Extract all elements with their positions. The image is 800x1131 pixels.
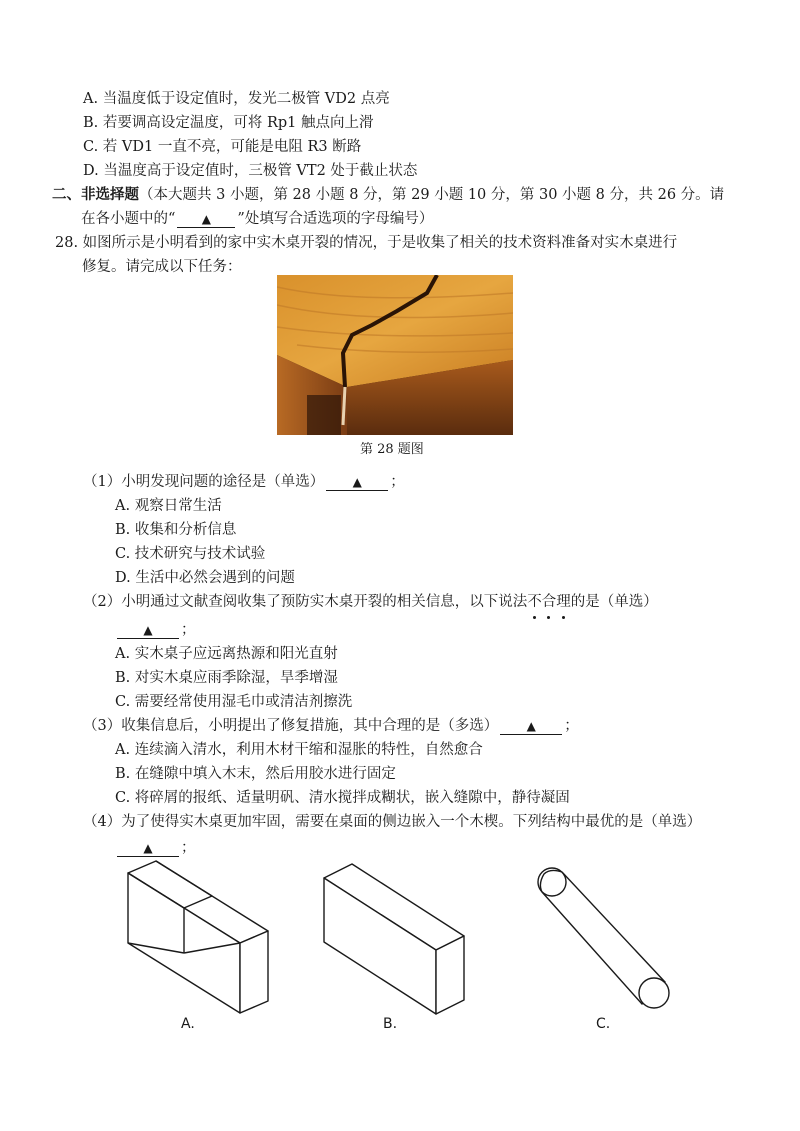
prev-option-a: A. 当温度低于设定值时，发光二极管 VD2 点亮 — [83, 91, 390, 107]
q28-sub1-option-d: D. 生活中必然会遇到的问题 — [115, 570, 295, 586]
q28-sub3-option-c: C. 将碎屑的报纸、适量明矾、清水搅拌成糊状，嵌入缝隙中，静待凝固 — [115, 790, 570, 806]
q28-sub1-option-c: C. 技术研究与技术试验 — [115, 546, 266, 562]
figure-caption: 第 28 题图 — [360, 442, 424, 457]
cylinder-shape-c — [530, 864, 680, 1014]
block-shape-b — [318, 858, 478, 1018]
blank-triangle-icon: ▲ — [352, 475, 362, 489]
section-title: 二、非选择题 — [52, 186, 139, 203]
section-desc: （本大题共 3 小题，第 28 小题 8 分，第 29 小题 10 分，第 30 小题 8 分，共 26 分。请 — [139, 187, 725, 203]
q28-sub3-stem: （3）收集信息后，小明提出了修复措施，其中合理的是（多选） ▲ ； — [83, 718, 579, 734]
q28-sub3-option-a: A. 连续滴入清水，利用木材干缩和湿胀的特性，自然愈合 — [115, 742, 483, 758]
q28-stem-line1: 28. 如图所示是小明看到的家中实木桌开裂的情况，于是收集了相关的技术资料准备对实木桌进行 — [55, 235, 678, 251]
cracked-table-image — [277, 275, 513, 435]
answer-blank — [117, 622, 179, 639]
blank-triangle-icon: ▲ — [143, 623, 153, 637]
answer-blank — [326, 474, 388, 491]
prev-option-c: C. 若 VD1 一直不亮，可能是电阻 R3 断路 — [83, 139, 362, 155]
emphasis-char: 合 — [541, 594, 557, 610]
emphasis-char: 不 — [527, 594, 542, 610]
wedge-shape-a — [118, 858, 278, 1018]
emphasis-char: 理 — [556, 594, 571, 610]
prev-option-b: B. 若要调高设定温度，可将 Rp1 触点向上滑 — [83, 115, 374, 131]
blank-triangle-icon: ▲ — [201, 212, 212, 226]
q28-sub2-option-b: B. 对实木桌应雨季除湿，旱季增湿 — [115, 670, 338, 686]
section-header — [52, 185, 724, 205]
answer-blank — [500, 718, 562, 735]
q28-sub2-stem: （2）小明通过文献查阅收集了预防实木桌开裂的相关信息，以下说法不合理的是（单选） — [83, 594, 658, 610]
q28-sub2-option-c: C. 需要经常使用湿毛巾或清洁剂擦洗 — [115, 694, 353, 710]
answer-blank — [117, 840, 179, 857]
q28-sub2-option-a: A. 实木桌子应远离热源和阳光直射 — [115, 646, 338, 662]
blank-triangle-icon: ▲ — [526, 719, 536, 733]
q28-sub1-option-b: B. 收集和分析信息 — [115, 522, 237, 538]
answer-blank — [177, 211, 235, 228]
choice-label-c: C. — [596, 1016, 611, 1032]
cracked-table-photo — [277, 275, 513, 435]
q28-sub4-stem: （4）为了使得实木桌更加牢固，需要在桌面的侧边嵌入一个木楔。下列结构中最优的是（单选） — [83, 814, 702, 830]
choice-label-a: A. — [181, 1016, 195, 1032]
q28-stem-line2: 修复。请完成以下任务： — [82, 259, 242, 275]
q28-sub3-option-b: B. 在缝隙中填入木末，然后用胶水进行固定 — [115, 766, 396, 782]
blank-triangle-icon: ▲ — [143, 841, 153, 855]
prev-option-d: D. 当温度高于设定值时，三极管 VT2 处于截止状态 — [83, 163, 418, 179]
q28-sub4-blank-line: ▲ ； — [115, 838, 196, 858]
q28-sub1-stem: （1）小明发现问题的途径是（单选） ▲ ； — [83, 474, 405, 490]
q28-sub1-option-a: A. 观察日常生活 — [115, 498, 222, 514]
choice-label-b: B. — [383, 1016, 398, 1032]
section-desc-line2: 在各小题中的“ ▲ ”处填写合适选项的字母编号） — [81, 211, 434, 227]
q28-sub2-blank-line: ▲ ； — [115, 620, 196, 640]
